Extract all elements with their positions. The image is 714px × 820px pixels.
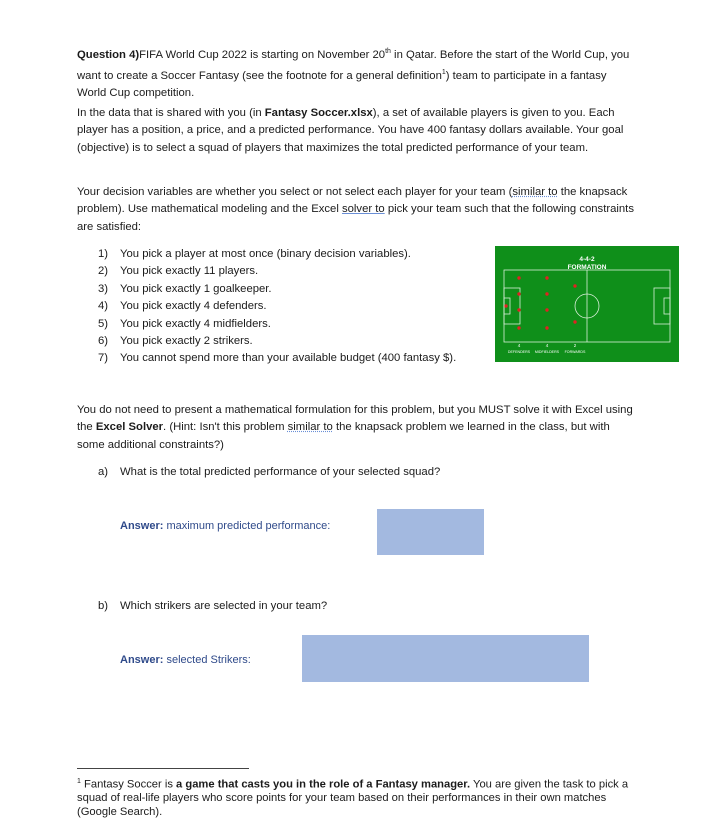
footnote-text-c: You are given the task to pick a squad of real-life players who score points for your team based on their performances in their own matches (Google Search). [77, 778, 629, 818]
solver-paragraph [77, 402, 637, 454]
forwards-label: FORWARDS [564, 350, 586, 354]
constraint-number: 1) [98, 248, 109, 260]
question-b-letter: b) [98, 600, 109, 612]
para4-text-b: . (Hint: Isn't this problem [163, 421, 288, 434]
constraint-number: 4) [98, 300, 109, 313]
constraint-number: 5) [98, 317, 109, 330]
question-a-text: What is the total predicted performance of your selected squad? [120, 466, 441, 478]
forwards-count: 2 [573, 343, 577, 348]
intro-text-a: FIFA World Cup 2022 is starting on November 20 [139, 48, 386, 61]
answer-b-text: selected Strikers: [163, 654, 251, 666]
intro-text-c: ) team to participate in a fantasy World Cup competition. [77, 69, 607, 100]
constraint-number: 6) [98, 335, 109, 348]
answer-a-text: maximum predicted performance: [163, 520, 331, 532]
answer-b-box[interactable] [302, 635, 589, 682]
para2-text-b: ), a set of available players is given to you. Each player has a position, a price, and a predicted performance. You have 400 fantasy dollars available. Your goal (objective) is to select a squad of players that maximizes the total predicted performance of your team. [77, 107, 624, 154]
question-intro [77, 43, 637, 103]
constraint-item [98, 350, 498, 367]
constraint-item [98, 316, 498, 333]
footnote-ref: 1 [441, 69, 446, 77]
decision-paragraph [77, 184, 637, 236]
question-b [98, 600, 327, 612]
answer-b-prefix: Answer: [120, 654, 164, 666]
question-a [98, 466, 440, 478]
para3-text-a: Your decision variables are whether you select or not select each player for your team ( [77, 186, 513, 198]
para4-underlined: similar to [287, 421, 333, 434]
question-b-text: Which strikers are selected in your team? [120, 600, 328, 612]
formation-title: 4-4-2 [579, 256, 595, 263]
question-label: Question 4) [77, 48, 140, 61]
constraint-text: You pick a player at most once (binary decision variables). [120, 248, 411, 260]
footnote-text-a: Fantasy Soccer is [80, 778, 177, 791]
constraint-item [98, 281, 498, 298]
footnote-number: 1 [77, 778, 81, 785]
data-paragraph [77, 105, 637, 157]
footnote [77, 775, 647, 820]
para2-text-a: In the data that is shared with you (in [77, 107, 265, 119]
answer-a-prefix: Answer: [120, 520, 164, 532]
constraint-text: You pick exactly 4 midfielders. [120, 317, 271, 330]
constraint-item [98, 246, 498, 263]
footnote-divider [77, 768, 249, 769]
defenders-label: DEFENDERS [507, 350, 531, 354]
constraint-text: You pick exactly 11 players. [120, 265, 259, 278]
para4-text-c: the knapsack problem we learned in the class, but with some additional constraints?) [77, 421, 610, 451]
constraint-text: You cannot spend more than your available budget (400 fantasy $). [120, 352, 457, 365]
para3-underlined-2: solver to [341, 203, 385, 216]
constraint-number: 7) [98, 352, 109, 365]
para3-text-b: the knapsack problem). Use mathematical modeling and the Excel [77, 186, 628, 216]
para3-text-c: pick your team such that the following constraints are satisfied: [77, 203, 634, 233]
th-superscript: th [385, 48, 391, 55]
constraint-text: You pick exactly 4 defenders. [120, 300, 267, 313]
answer-a-box[interactable] [377, 509, 484, 555]
constraint-number: 3) [98, 282, 109, 295]
midfielders-label: MIDFIELDERS [534, 350, 560, 354]
footnote-bold: a game that casts you in the role of a Fantasy manager. [176, 778, 471, 791]
constraint-text: You pick exactly 1 goalkeeper. [120, 282, 272, 295]
para4-text-a: You do not need to present a mathematical formulation for this problem, but you MUST solve it with Excel using the [77, 404, 633, 434]
intro-text-b: in Qatar. Before the start of the World Cup, you want to create a Soccer Fantasy (see the footnote for a general definition [77, 48, 630, 82]
formation-subtitle: FORMATION [567, 264, 607, 271]
answer-a-label [120, 520, 330, 532]
question-a-letter: a) [98, 466, 109, 478]
midfielders-count: 4 [545, 343, 549, 348]
file-name: Fantasy Soccer.xlsx [264, 107, 373, 119]
para3-underlined-1: similar to [512, 186, 558, 198]
excel-solver-text: Excel Solver [95, 421, 164, 434]
answer-b-label [120, 654, 251, 666]
defenders-count: 4 [517, 343, 521, 348]
constraint-item [98, 263, 498, 280]
constraint-item [98, 298, 498, 315]
constraints-list [98, 246, 498, 368]
constraint-text: You pick exactly 2 strikers. [120, 335, 253, 348]
formation-image [495, 246, 679, 362]
formation-pitch [495, 246, 679, 362]
constraint-item [98, 333, 498, 350]
constraint-number: 2) [98, 265, 109, 278]
